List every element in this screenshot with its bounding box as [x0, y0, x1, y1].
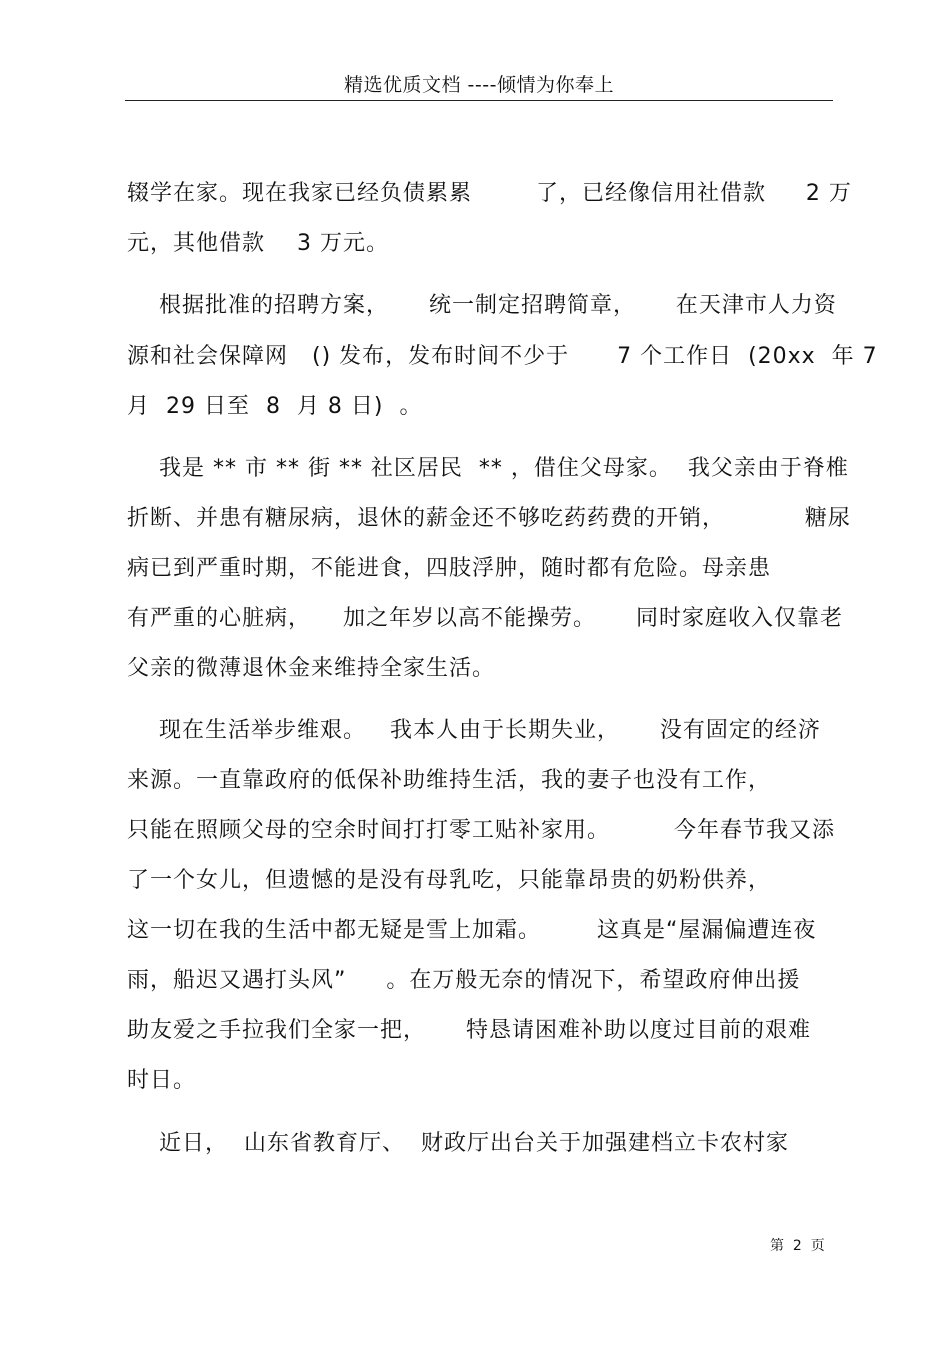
text-line: 只能在照顾父母的空余时间打打零工贴补家用。 今年春节我又添	[127, 818, 835, 843]
text-line: 了一个女儿，但遗憾的是没有母乳吃，只能靠昂贵的奶粉供养，	[127, 868, 772, 893]
text-line: 源和社会保障网 () 发布，发布时间不少于 7 个工作日 (20xx 年 7	[127, 344, 878, 369]
text-line: 时日。	[127, 1068, 197, 1093]
text-line: 根据批准的招聘方案， 统一制定招聘简章， 在天津市人力资	[127, 293, 837, 318]
text-line: 来源。一直靠政府的低保补助维持生活，我的妻子也没有工作，	[127, 768, 772, 793]
text-line: 现在生活举步维艰。 我本人由于长期失业， 没有固定的经济	[127, 718, 821, 743]
text-line: 父亲的微薄退休金来维持全家生活。	[127, 656, 496, 681]
text-line: 我是 ** 市 ** 街 ** 社区居民 ** ，借住父母家。 我父亲由于脊椎	[127, 456, 849, 481]
page-number: 第 2 页	[770, 1238, 825, 1254]
text-line: 折断、并患有糖尿病，退休的薪金还不够吃药药费的开销， 糖尿	[127, 506, 851, 531]
text-line: 元，其他借款 3 万元。	[127, 231, 389, 256]
text-line: 近日， 山东省教育厅、 财政厅出台关于加强建档立卡农村家	[127, 1131, 789, 1156]
text-line: 有严重的心脏病， 加之年岁以高不能操劳。 同时家庭收入仅靠老	[127, 606, 843, 631]
text-line: 辍学在家。现在我家已经负债累累 了，已经像信用社借款 2 万	[127, 181, 852, 206]
header-title: 精选优质文档 ----倾情为你奉上	[344, 74, 614, 96]
text-line: 病已到严重时期，不能进食，四肢浮肿，随时都有危险。母亲患	[127, 556, 772, 581]
text-line: 助友爱之手拉我们全家一把， 特恳请困难补助以度过目前的艰难	[127, 1018, 811, 1043]
text-line: 这一切在我的生活中都无疑是雪上加霜。 这真是“屋漏偏遭连夜	[127, 918, 817, 943]
header-divider	[125, 100, 833, 101]
text-line: 月 29 日至 8 月 8 日) 。	[127, 394, 423, 419]
text-line: 雨，船迟又遇打头风” 。在万般无奈的情况下，希望政府伸出援	[127, 968, 801, 993]
